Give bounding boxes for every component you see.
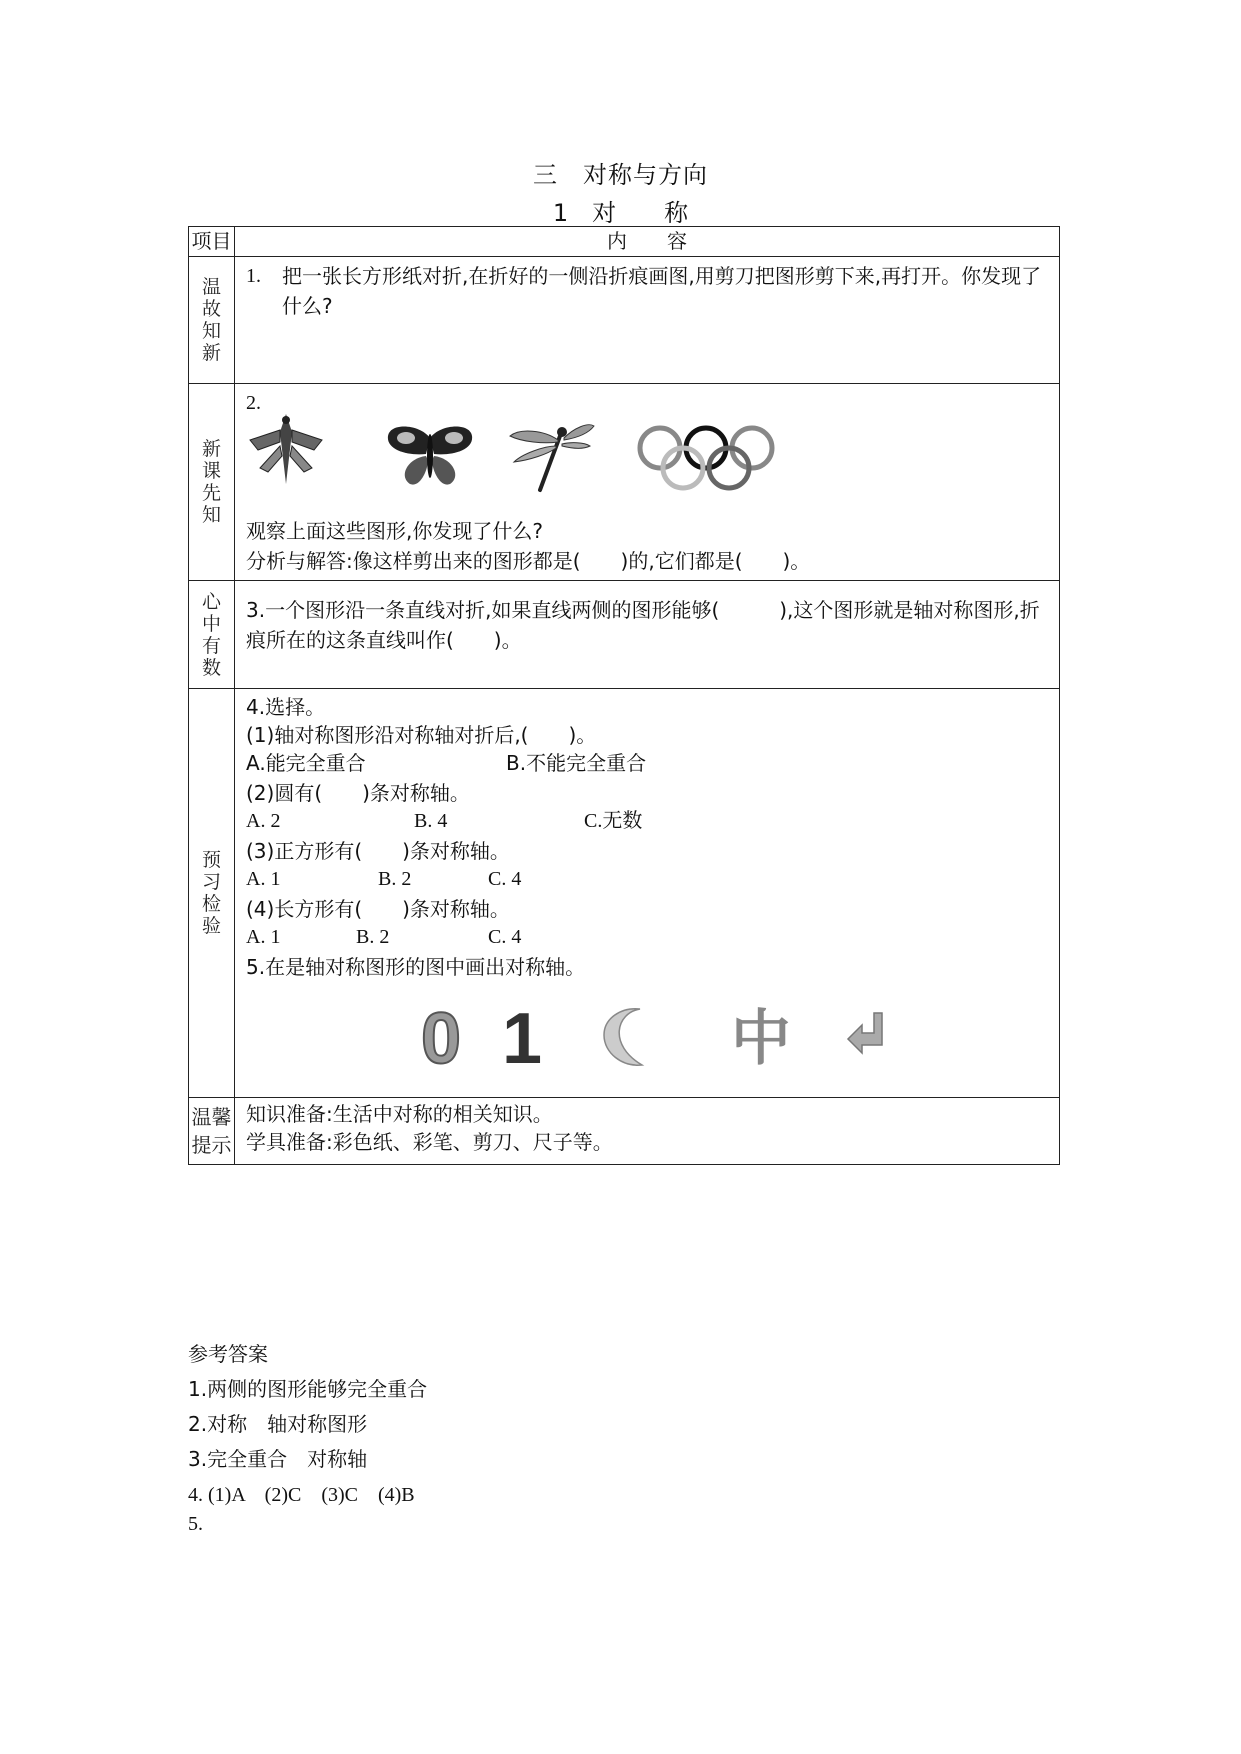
kite-image bbox=[246, 410, 326, 490]
option: B. 4 bbox=[414, 810, 448, 832]
sub-question: (4)长方形有( )条对称轴。 bbox=[246, 897, 510, 921]
butterfly-image bbox=[384, 424, 476, 488]
return-arrow-icon bbox=[846, 1009, 890, 1057]
olympic-rings-image bbox=[636, 422, 782, 496]
answer-line: 4. (1)A (2)C (3)C (4)B bbox=[188, 1484, 415, 1506]
question-4 bbox=[235, 689, 1060, 1098]
sub-question: (3)正方形有( )条对称轴。 bbox=[246, 839, 510, 863]
tip-knowledge: 知识准备:生活中对称的相关知识。 bbox=[246, 1102, 553, 1126]
picture-strip bbox=[246, 418, 1049, 516]
svg-text:1: 1 bbox=[502, 1003, 542, 1073]
question-1 bbox=[235, 257, 1060, 384]
option: B. 2 bbox=[356, 926, 390, 948]
option-row bbox=[246, 865, 1049, 895]
worksheet-table bbox=[188, 226, 1060, 1165]
crescent-moon-icon bbox=[602, 1005, 648, 1069]
table-row bbox=[189, 384, 1060, 581]
symbol-strip bbox=[246, 995, 1049, 1079]
option-row bbox=[246, 749, 1049, 779]
zero-symbol bbox=[416, 1003, 466, 1073]
sub-question: (2)圆有( )条对称轴。 bbox=[246, 781, 470, 805]
question-text: 把一张长方形纸对折,在折好的一侧沿折痕画图,用剪刀把图形剪下来,再打开。你发现了什么? bbox=[282, 264, 1042, 318]
answer-title: 参考答案 bbox=[188, 1342, 268, 1366]
option: B.不能完全重合 bbox=[506, 751, 647, 775]
table-row bbox=[189, 689, 1060, 1098]
option: A. 1 bbox=[246, 926, 281, 948]
table-row bbox=[189, 581, 1060, 689]
question-2 bbox=[235, 384, 1060, 581]
header-item: 项目 bbox=[189, 227, 235, 257]
row-label-preview: 新 课 先 知 bbox=[189, 384, 235, 581]
option: A. 2 bbox=[246, 810, 281, 832]
question-number: 2. bbox=[246, 392, 261, 414]
option: C. 4 bbox=[488, 926, 522, 948]
question-5-text: 5.在是轴对称图形的图中画出对称轴。 bbox=[246, 955, 586, 979]
analysis-text: 分析与解答:像这样剪出来的图形都是( )的,它们都是( )。 bbox=[246, 549, 811, 573]
zhong-symbol bbox=[726, 1001, 796, 1071]
row-label-check: 预 习 检 验 bbox=[189, 689, 235, 1098]
sub-question: (1)轴对称图形沿对称轴对折后,( )。 bbox=[246, 723, 597, 747]
option: B. 2 bbox=[378, 868, 412, 890]
answer-line: 2.对称 轴对称图形 bbox=[188, 1412, 368, 1436]
table-row bbox=[189, 257, 1060, 384]
tip-tools: 学具准备:彩色纸、彩笔、剪刀、尺子等。 bbox=[246, 1130, 613, 1154]
option-row bbox=[246, 923, 1049, 953]
question-text: 3.一个图形沿一条直线对折,如果直线两侧的图形能够( ),这个图形就是轴对称图形,折痕所在的这条直线叫作( )。 bbox=[246, 598, 1040, 652]
header-content: 内容 bbox=[235, 227, 1060, 257]
question-title: 4.选择。 bbox=[246, 695, 326, 719]
one-symbol bbox=[502, 1003, 542, 1073]
option: C. 4 bbox=[488, 868, 522, 890]
answer-line: 3.完全重合 对称轴 bbox=[188, 1447, 368, 1471]
question-3 bbox=[235, 581, 1060, 689]
svg-text:0: 0 bbox=[420, 1003, 462, 1073]
lesson-title: 1 对 称 bbox=[552, 199, 689, 227]
row-label-review: 温 故 知 新 bbox=[189, 257, 235, 384]
svg-text:中: 中 bbox=[731, 1004, 791, 1071]
option: A. 1 bbox=[246, 868, 281, 890]
option: A.能完全重合 bbox=[246, 751, 366, 775]
table-header-row bbox=[189, 227, 1060, 257]
answer-line: 1.两侧的图形能够完全重合 bbox=[188, 1377, 428, 1401]
option-row bbox=[246, 807, 1049, 837]
tips bbox=[235, 1098, 1060, 1165]
chapter-title: 三 对称与方向 bbox=[533, 161, 708, 189]
row-label-tips: 温馨 提示 bbox=[189, 1098, 235, 1165]
table-row bbox=[189, 1098, 1060, 1165]
question-number: 1. bbox=[246, 265, 261, 287]
observe-question: 观察上面这些图形,你发现了什么? bbox=[246, 519, 543, 543]
answer-line: 5. bbox=[188, 1513, 203, 1535]
option: C.无数 bbox=[584, 810, 643, 832]
dragonfly-image bbox=[504, 418, 596, 496]
row-label-summary: 心 中 有 数 bbox=[189, 581, 235, 689]
